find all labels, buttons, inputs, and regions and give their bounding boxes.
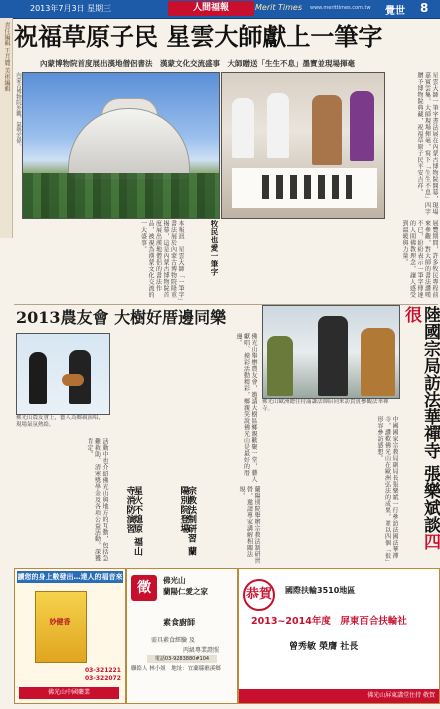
congrats-club: 2013~2014年度 屏東百合扶輪社 (251, 616, 407, 627)
article-body-column: 中國國家宗教局副局長張樂斌一行參訪法國法華禪寺，讚歎佛光山在歐洲弘法的成果，並以四個「很」形容參訪感想。 (376, 416, 398, 563)
newspaper-logo-en: Merit Times (255, 3, 303, 12)
recruit-phone: 電話03-9283880#104 (147, 655, 217, 663)
museum-photo[interactable] (22, 72, 220, 219)
article-subhead: 牧民也愛一筆字 (210, 220, 219, 276)
congrats-seal: 恭賀 (243, 579, 275, 611)
recruitment-ad[interactable] (126, 568, 238, 704)
congratulations-ad[interactable] (238, 568, 440, 704)
ad-phone: 03-321221 03-322072 (85, 667, 121, 682)
recruit-seal: 徵 (131, 575, 157, 601)
section-name: 覺世 (385, 6, 405, 17)
fire-drill-headline[interactable]: 星火不熄原 福山寺消防演習 (124, 486, 142, 557)
temple-visit-headline-accent: 四很 (401, 306, 440, 550)
product-name: 妙健香 (49, 618, 71, 626)
recruit-org: 佛光山 (163, 576, 186, 585)
official-figure (318, 316, 348, 396)
newspaper-logo[interactable]: 人間福報 (168, 1, 254, 16)
temple-visit-headline-main: 陸國宗局訪法華禪寺 張樂斌談 (420, 306, 440, 533)
museum-trees (23, 173, 219, 218)
page-number: 8 (420, 1, 429, 15)
person-figure (350, 91, 374, 161)
article-body-column: 星雲大師一筆字書法展在內蒙古博物院開幕，現場嘉賓雲集，大師現場揮毫，寫下「生生不息」四字贈予博物院典藏，祝福草原子民平安吉祥。 (416, 72, 438, 215)
article-body-column: 佛光山舉辦農友會，邀請大樹區鄉親歡聚一堂，藝人獻唱、摸彩活動精彩，鄉親笑說佛光山是最好的厝邊。 (235, 333, 257, 483)
website-url[interactable]: www.merittimes.com.tw (310, 5, 371, 11)
recruit-requirement: 丙級專業證照 (183, 647, 220, 654)
museum-photo-caption: 內蒙古博物院外觀，氣勢宏偉。 (15, 72, 21, 149)
singer-figure (29, 352, 47, 404)
recruit-address: 聯絡人 林小姐 地址：宜蘭縣礁溪鄉 (131, 666, 221, 672)
article-body-column: 展覽期間，許多牧民專程前來參觀，對大師的書法讚嘆不已，紛紛表示一筆字傳達的人間佛教理念，讓人感受到溫暖與力量。 (401, 220, 438, 298)
congrats-sender: 佛光山屏東講堂住持 敬賀 (239, 689, 439, 703)
farmers-article-headline[interactable]: 2013農友會 大樹好厝邊同樂 (16, 308, 227, 327)
editor-credit: 責任編輯 王月麗 美術編輯 (3, 22, 10, 92)
singers-photo[interactable] (16, 333, 110, 415)
recruit-role: 素食廚師 (163, 618, 195, 627)
recruit-org-unit: 蘭陽仁愛之家 (163, 587, 208, 596)
article-body-column: 蘭陽別院舉辦宗教法制研習營，邀請專家講解相關法規。 (238, 486, 260, 564)
advertisement-band (14, 568, 438, 708)
monastic-figure (361, 328, 395, 396)
ad-maker: 佛光山中國藥業 (19, 687, 119, 699)
temple-visit-photo[interactable] (262, 305, 400, 399)
calligraphy-ink-strokes (262, 175, 352, 199)
person-figure (267, 93, 289, 158)
guitar-icon (62, 374, 84, 386)
main-subheadline: 內蒙博物院首度展出漢地僧侶書法 漢蒙文化交流盛事 大師贈送「生生不息」墨寶並現場揮毫 (40, 59, 355, 68)
temple-visit-caption: 佛光山歐洲總住持滿謙法師陪同來訪貴賓參觀法華禪寺。 (262, 399, 389, 412)
article-body-column: 活動中也介紹佛光山與地方的互動，包括急難救助、清寒獎學金及各項公益活動，深獲肯定。 (86, 438, 108, 562)
editor-credit-strip (0, 18, 13, 238)
master-figure (312, 95, 342, 165)
congrats-president: 曾秀敏 榮膺 社長 (289, 642, 359, 652)
law-seminar-headline[interactable]: 宗教法制研習 蘭陽別院登場 (178, 486, 196, 557)
person-figure (232, 98, 254, 158)
article-body-column: 本報訊 星雲大師「一筆字」書法展於內蒙古博物院隆重揭幕，這是內蒙古博物院首度展出漢地僧侶的書法作品，被視為漢蒙文化交流的一大盛事。 (139, 220, 184, 302)
person-figure (267, 336, 293, 396)
recruit-requirement: 需具素食經驗 及 (151, 637, 195, 644)
calligraphy-photo[interactable] (221, 72, 385, 219)
product-box (35, 591, 87, 663)
temple-visit-headline[interactable] (401, 306, 439, 566)
ad-banner-text: 讀您的身上數發出…達人的福音來 (17, 573, 123, 581)
masthead (0, 0, 440, 19)
singers-photo-caption: 佛光山農友會上，藝人為鄉親演唱，現場氣氛熱絡。 (16, 415, 105, 428)
congrats-district: 國際扶輪3510地區 (285, 586, 356, 595)
issue-date: 2013年7月3日 星期三 (30, 4, 112, 13)
main-headline[interactable]: 祝福草原子民 星雲大師獻上一筆字 (14, 22, 383, 51)
health-product-ad[interactable] (14, 568, 126, 704)
museum-dome (68, 108, 190, 180)
